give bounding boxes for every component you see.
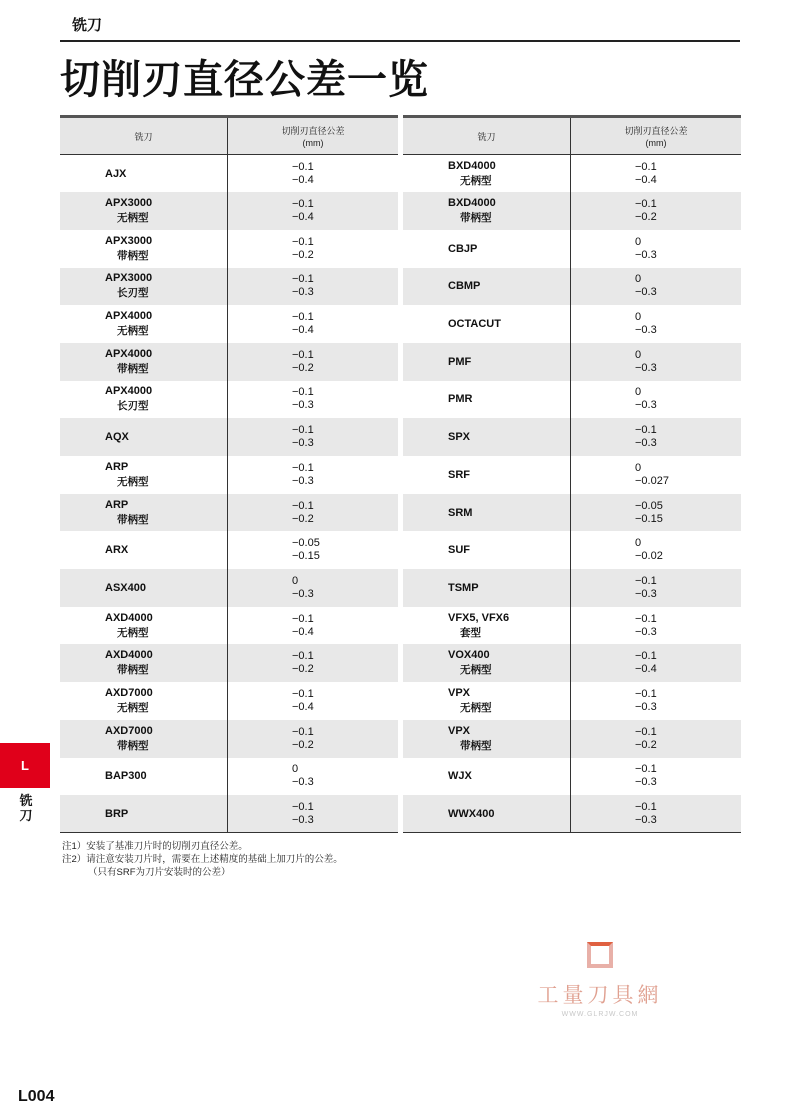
- table-row: [403, 230, 741, 268]
- tolerance-upper: −0.1: [635, 198, 657, 211]
- tolerance-upper: 0: [635, 311, 642, 324]
- cutter-model: CBMP: [448, 280, 481, 293]
- tolerance-upper: −0.1: [292, 800, 314, 813]
- tolerance-cell: [571, 418, 742, 456]
- cutter-model: APX3000: [105, 197, 153, 210]
- column-header-name: 铣刀: [403, 117, 571, 155]
- header-rule: [60, 40, 740, 42]
- tolerance-lower: −0.3: [292, 587, 314, 600]
- table-row: [60, 531, 398, 569]
- tolerance-cell: [571, 192, 742, 230]
- tolerance-upper: −0.1: [635, 424, 657, 437]
- cutter-model: WJX: [448, 770, 472, 783]
- tolerance-upper: −0.1: [292, 311, 314, 324]
- cutter-model: OCTACUT: [448, 318, 501, 331]
- tolerance-upper: −0.1: [292, 725, 314, 738]
- cutter-model: BXD4000: [448, 197, 496, 210]
- tolerance-lower: −0.2: [635, 211, 657, 224]
- cutter-model: WWX400: [448, 807, 495, 820]
- cutter-model: TSMP: [448, 581, 479, 594]
- tolerance-table-left: [60, 115, 398, 833]
- table-row: [60, 644, 398, 682]
- cutter-type: 带柄型: [460, 212, 492, 225]
- tolerance-cell: [228, 531, 399, 569]
- cutter-type: 无柄型: [117, 212, 149, 225]
- cutter-type: 带柄型: [117, 249, 149, 262]
- table-row: [60, 381, 398, 419]
- cutter-model: VOX400: [448, 649, 490, 662]
- cutter-name-cell: [60, 381, 228, 419]
- tolerance-lower: −0.3: [635, 813, 657, 826]
- tolerance-cell: [571, 268, 742, 306]
- footnote-1: 注1）安装了基准刀片时的切削刃直径公差。: [62, 841, 248, 852]
- tolerance-lower: −0.3: [635, 776, 657, 789]
- table-row: [403, 381, 741, 419]
- cutter-name-cell: [60, 155, 228, 193]
- cutter-model: AXD4000: [105, 611, 153, 624]
- cutter-model: APX4000: [105, 310, 153, 323]
- tolerance-upper: −0.1: [635, 800, 657, 813]
- tolerance-lower: −0.3: [292, 813, 314, 826]
- tolerance-upper: −0.1: [635, 763, 657, 776]
- cutter-name-cell: [403, 230, 571, 268]
- table-row: [403, 418, 741, 456]
- tolerance-cell: [571, 682, 742, 720]
- tolerance-lower: −0.4: [292, 324, 314, 337]
- tolerance-lower: −0.4: [292, 173, 314, 186]
- tolerance-lower: −0.3: [292, 437, 314, 450]
- table-row: [60, 456, 398, 494]
- cutter-model: PMF: [448, 355, 472, 368]
- table-row: [403, 644, 741, 682]
- cutter-name-cell: [60, 494, 228, 532]
- tolerance-cell: [571, 795, 742, 833]
- cutter-type: 无柄型: [460, 174, 492, 187]
- tolerance-upper: 0: [635, 348, 642, 361]
- cutter-type: 带柄型: [117, 739, 149, 752]
- tolerance-lower: −0.4: [292, 625, 314, 638]
- cutter-name-cell: [403, 644, 571, 682]
- tolerance-upper: −0.1: [292, 348, 314, 361]
- watermark: [530, 942, 670, 1018]
- cutter-name-cell: [403, 607, 571, 645]
- tolerance-lower: −0.3: [635, 625, 657, 638]
- tolerance-cell: [228, 192, 399, 230]
- cutter-name-cell: [60, 758, 228, 796]
- tolerance-lower: −0.15: [635, 512, 663, 525]
- tolerance-upper: 0: [635, 235, 642, 248]
- column-header-tolerance: [228, 117, 399, 155]
- cutter-model: CBJP: [448, 242, 478, 255]
- cutter-model: AQX: [105, 431, 129, 444]
- cutter-name-cell: [60, 418, 228, 456]
- cutter-name-cell: [60, 305, 228, 343]
- cutter-name-cell: [403, 305, 571, 343]
- tolerance-lower: −0.2: [292, 738, 314, 751]
- cutter-model: VPX: [448, 686, 471, 699]
- tolerance-cell: [571, 569, 742, 607]
- tolerance-upper: −0.05: [635, 499, 663, 512]
- footnote-3: （只有SRF为刀片安装时的公差）: [88, 867, 231, 878]
- cutter-name-cell: [403, 494, 571, 532]
- cutter-name-cell: [403, 268, 571, 306]
- table-row: [60, 682, 398, 720]
- tolerance-upper: −0.1: [292, 386, 314, 399]
- cutter-model: AJX: [105, 167, 127, 180]
- tolerance-lower: −0.2: [292, 248, 314, 261]
- table-row: [403, 305, 741, 343]
- tolerance-upper: −0.1: [635, 612, 657, 625]
- watermark-logo-icon: [587, 942, 613, 968]
- cutter-model: AXD7000: [105, 686, 153, 699]
- table-row: [60, 305, 398, 343]
- tolerance-lower: −0.4: [292, 700, 314, 713]
- table-row: [403, 682, 741, 720]
- tolerance-cell: [571, 758, 742, 796]
- table-row: [60, 494, 398, 532]
- cutter-type: 无柄型: [117, 325, 149, 338]
- tolerance-cell: [228, 343, 399, 381]
- cutter-name-cell: [60, 531, 228, 569]
- table-row: [60, 230, 398, 268]
- tolerance-upper: 0: [635, 537, 642, 550]
- cutter-name-cell: [60, 682, 228, 720]
- tolerance-table-right: [403, 115, 741, 833]
- cutter-type: 长刃型: [117, 287, 149, 300]
- tolerance-cell: [571, 607, 742, 645]
- cutter-model: ARP: [105, 460, 129, 473]
- column-header-tolerance-label: 切削刃直径公差: [624, 126, 688, 136]
- table-row: [60, 720, 398, 758]
- cutter-name-cell: [60, 268, 228, 306]
- table-row: [403, 343, 741, 381]
- tolerance-cell: [571, 343, 742, 381]
- cutter-model: BRP: [105, 807, 129, 820]
- cutter-model: APX4000: [105, 347, 153, 360]
- cutter-type: 无柄型: [117, 475, 149, 488]
- tolerance-upper: 0: [635, 461, 642, 474]
- tolerance-lower: −0.02: [635, 550, 663, 563]
- table-row: [60, 758, 398, 796]
- cutter-model: APX3000: [105, 272, 153, 285]
- page-title: 切削刃直径公差一览: [60, 58, 429, 102]
- tolerance-upper: 0: [635, 386, 642, 399]
- footnote-2: 注2）请注意安装刀片时，需要在上述精度的基础上加刀片的公差。: [62, 854, 343, 865]
- cutter-name-cell: [403, 456, 571, 494]
- column-header-tolerance: [571, 117, 742, 155]
- tolerance-cell: [228, 682, 399, 720]
- tolerance-cell: [228, 720, 399, 758]
- cutter-model: BAP300: [105, 770, 147, 783]
- tolerance-upper: −0.1: [292, 235, 314, 248]
- cutter-name-cell: [403, 381, 571, 419]
- cutter-type: 套型: [460, 626, 481, 639]
- tolerance-upper: −0.1: [635, 725, 657, 738]
- tolerance-lower: −0.3: [292, 399, 314, 412]
- cutter-name-cell: [60, 230, 228, 268]
- table-row: [60, 268, 398, 306]
- cutter-type: 无柄型: [460, 664, 492, 677]
- footnotes: [62, 840, 343, 879]
- tolerance-upper: −0.1: [292, 650, 314, 663]
- tolerance-cell: [228, 494, 399, 532]
- tolerance-lower: −0.3: [635, 437, 657, 450]
- tolerance-upper: −0.05: [292, 537, 320, 550]
- table-row: [60, 795, 398, 833]
- cutter-type: 带柄型: [117, 664, 149, 677]
- tolerance-cell: [228, 456, 399, 494]
- tolerance-upper: −0.1: [292, 612, 314, 625]
- tolerance-lower: −0.3: [635, 286, 657, 299]
- cutter-name-cell: [403, 155, 571, 193]
- tolerance-lower: −0.2: [635, 738, 657, 751]
- tolerance-cell: [571, 494, 742, 532]
- tolerance-upper: −0.1: [292, 160, 314, 173]
- cutter-model: SRF: [448, 468, 470, 481]
- cutter-name-cell: [60, 720, 228, 758]
- tolerance-upper: −0.1: [635, 160, 657, 173]
- table-row: [60, 192, 398, 230]
- tolerance-cell: [228, 607, 399, 645]
- tolerance-upper: 0: [292, 574, 299, 587]
- tolerance-lower: −0.2: [292, 361, 314, 374]
- cutter-model: ASX400: [105, 581, 146, 594]
- cutter-model: AXD7000: [105, 724, 153, 737]
- tolerance-lower: −0.3: [635, 324, 657, 337]
- tolerance-cell: [571, 155, 742, 193]
- table-row: [403, 192, 741, 230]
- tolerance-upper: 0: [635, 273, 642, 286]
- tolerance-upper: −0.1: [635, 687, 657, 700]
- column-header-tolerance-label: 切削刃直径公差: [281, 126, 345, 136]
- cutter-name-cell: [403, 682, 571, 720]
- table-row: [60, 607, 398, 645]
- cutter-model: APX4000: [105, 385, 153, 398]
- cutter-type: 带柄型: [117, 362, 149, 375]
- tolerance-cell: [228, 418, 399, 456]
- cutter-model: ARX: [105, 544, 129, 557]
- tolerance-lower: −0.3: [635, 399, 657, 412]
- cutter-name-cell: [60, 569, 228, 607]
- table-row: [403, 607, 741, 645]
- tolerance-cell: [228, 758, 399, 796]
- tolerance-cell: [228, 381, 399, 419]
- cutter-model: SUF: [448, 544, 470, 557]
- tolerance-cell: [228, 230, 399, 268]
- tolerance-upper: −0.1: [292, 198, 314, 211]
- cutter-name-cell: [60, 192, 228, 230]
- cutter-type: 带柄型: [460, 739, 492, 752]
- cutter-type: 带柄型: [117, 513, 149, 526]
- table-row: [403, 155, 741, 193]
- tolerance-lower: −0.3: [635, 248, 657, 261]
- cutter-model: SRM: [448, 506, 473, 519]
- tolerance-upper: 0: [292, 763, 299, 776]
- tolerance-lower: −0.4: [292, 211, 314, 224]
- cutter-name-cell: [60, 644, 228, 682]
- table-row: [403, 720, 741, 758]
- tolerance-cell: [571, 720, 742, 758]
- cutter-type: 无柄型: [117, 626, 149, 639]
- cutter-type: 无柄型: [117, 701, 149, 714]
- tolerance-cell: [228, 155, 399, 193]
- cutter-name-cell: [403, 569, 571, 607]
- tolerance-lower: −0.4: [635, 173, 657, 186]
- tolerance-cell: [571, 531, 742, 569]
- table-row: [60, 155, 398, 193]
- column-header-unit: (mm): [645, 138, 667, 148]
- tolerance-lower: −0.3: [635, 361, 657, 374]
- cutter-name-cell: [60, 607, 228, 645]
- table-row: [403, 268, 741, 306]
- tolerance-cell: [571, 381, 742, 419]
- tolerance-cell: [228, 569, 399, 607]
- tolerance-lower: −0.15: [292, 550, 320, 563]
- cutter-name-cell: [403, 795, 571, 833]
- tolerance-cell: [228, 795, 399, 833]
- tolerance-lower: −0.4: [635, 663, 657, 676]
- watermark-url: WWW.GLRJW.COM: [561, 1011, 639, 1018]
- tolerance-cell: [228, 268, 399, 306]
- tolerance-upper: −0.1: [292, 273, 314, 286]
- column-header-name: 铣刀: [60, 117, 228, 155]
- cutter-model: VPX: [448, 724, 471, 737]
- tolerance-lower: −0.027: [635, 474, 669, 487]
- tolerance-upper: −0.1: [292, 687, 314, 700]
- section-tab-l[interactable]: L: [0, 743, 50, 788]
- cutter-name-cell: [403, 720, 571, 758]
- tolerance-lower: −0.2: [292, 512, 314, 525]
- cutter-model: APX3000: [105, 234, 153, 247]
- cutter-model: AXD4000: [105, 649, 153, 662]
- cutter-name-cell: [403, 758, 571, 796]
- tolerance-upper: −0.1: [292, 424, 314, 437]
- cutter-name-cell: [60, 343, 228, 381]
- table-row: [403, 456, 741, 494]
- section-tab-label: 铣刀: [19, 793, 33, 823]
- column-header-unit: (mm): [302, 138, 324, 148]
- tolerance-cell: [571, 644, 742, 682]
- tolerance-lower: −0.3: [292, 286, 314, 299]
- tolerance-cell: [571, 305, 742, 343]
- tolerance-cell: [571, 230, 742, 268]
- table-row: [403, 758, 741, 796]
- tolerance-cell: [228, 305, 399, 343]
- cutter-model: VFX5, VFX6: [448, 611, 510, 624]
- tolerance-cell: [571, 456, 742, 494]
- table-row: [403, 569, 741, 607]
- table-row: [403, 795, 741, 833]
- tolerance-lower: −0.2: [292, 663, 314, 676]
- cutter-name-cell: [403, 343, 571, 381]
- tolerance-lower: −0.3: [635, 700, 657, 713]
- cutter-name-cell: [403, 418, 571, 456]
- table-row: [403, 494, 741, 532]
- tolerance-upper: −0.1: [635, 650, 657, 663]
- cutter-type: 无柄型: [460, 701, 492, 714]
- cutter-model: SPX: [448, 431, 471, 444]
- tolerance-lower: −0.3: [292, 776, 314, 789]
- section-label: 铣刀: [72, 17, 103, 34]
- table-row: [403, 531, 741, 569]
- cutter-name-cell: [60, 795, 228, 833]
- cutter-model: BXD4000: [448, 159, 496, 172]
- watermark-text: 工量刀具網: [537, 983, 663, 1007]
- tolerance-lower: −0.3: [635, 587, 657, 600]
- table-row: [60, 343, 398, 381]
- cutter-name-cell: [403, 192, 571, 230]
- cutter-model: ARP: [105, 498, 129, 511]
- tolerance-cell: [228, 644, 399, 682]
- cutter-name-cell: [60, 456, 228, 494]
- cutter-name-cell: [403, 531, 571, 569]
- tolerance-upper: −0.1: [292, 461, 314, 474]
- tolerance-upper: −0.1: [635, 574, 657, 587]
- cutter-model: PMR: [448, 393, 473, 406]
- table-row: [60, 418, 398, 456]
- page-code: L004: [18, 1088, 55, 1105]
- tolerance-upper: −0.1: [292, 499, 314, 512]
- tolerance-lower: −0.3: [292, 474, 314, 487]
- cutter-type: 长刃型: [117, 400, 149, 413]
- table-row: [60, 569, 398, 607]
